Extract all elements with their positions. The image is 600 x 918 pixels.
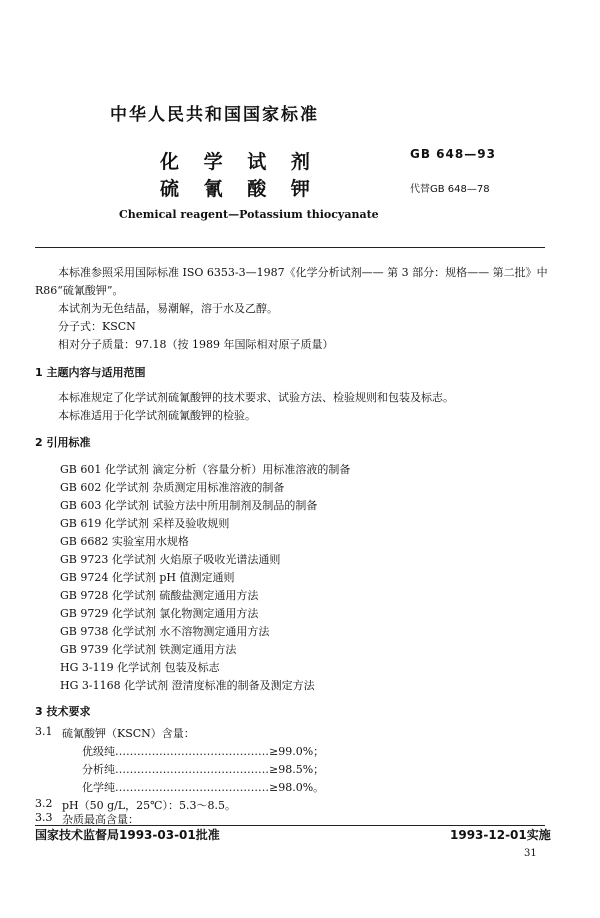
approval-date: 国家技术监督局1993-03-01批准 [35, 828, 220, 842]
section3-heading: 3 技术要求 [35, 705, 91, 718]
section1-para1: 本标准规定了化学试剂硫氰酸钾的技术要求、试验方法、检验规则和包装及标志。 [58, 391, 454, 404]
reference-item: HG 3-119 化学试剂 包装及标志 [60, 661, 220, 674]
reference-item: GB 603 化学试剂 试验方法中所用制剂及制品的制备 [60, 499, 318, 512]
reference-item: GB 602 化学试剂 杂质测定用标准溶液的制备 [60, 481, 285, 494]
title-cn-line1: 化 学 试 剂 [160, 151, 319, 173]
header-rule [35, 247, 545, 248]
reference-item: GB 9728 化学试剂 硫酸盐测定通用方法 [60, 589, 259, 602]
item-3-3-number: 3.3 [35, 811, 53, 824]
item-3-1-number: 3.1 [35, 725, 53, 738]
implementation-date: 1993-12-01实施 [450, 828, 551, 842]
reference-item: GB 9739 化学试剂 铁测定通用方法 [60, 643, 237, 656]
grade-line: 化学纯……………………………………≥98.0%。 [82, 781, 325, 794]
intro-formula: 分子式：KSCN [58, 320, 136, 333]
title-en: Chemical reagent—Potassium thiocyanate [119, 208, 379, 221]
item-3-1-text: 硫氰酸钾（KSCN）含量： [62, 727, 195, 740]
reference-item: GB 9738 化学试剂 水不溶物测定通用方法 [60, 625, 270, 638]
reference-item: GB 601 化学试剂 滴定分析（容量分析）用标准溶液的制备 [60, 463, 351, 476]
item-3-3-text: 杂质最高含量： [62, 813, 139, 826]
reference-item: GB 619 化学试剂 采样及验收规则 [60, 517, 230, 530]
section1-para2: 本标准适用于化学试剂硫氰酸钾的检验。 [58, 409, 256, 422]
reference-item: GB 6682 实验室用水规格 [60, 535, 189, 548]
reference-item: GB 9724 化学试剂 pH 值测定通则 [60, 571, 235, 584]
reference-item: HG 3-1168 化学试剂 澄清度标准的制备及测定方法 [60, 679, 315, 692]
intro-para1-line2: R86“硫氰酸钾”。 [35, 284, 124, 297]
item-3-2-text: pH（50 g/L，25℃）：5.3～8.5。 [62, 799, 236, 812]
section2-heading: 2 引用标准 [35, 436, 91, 449]
issuing-authority: 中华人民共和国国家标准 [110, 105, 319, 125]
intro-para1-line1: 本标准参照采用国际标准 ISO 6353-3—1987《化学分析试剂—— 第 3 部分：规格—— 第二批》中 [58, 266, 548, 279]
replaces-standard: 代替GB 648—78 [410, 184, 490, 195]
intro-molecular-mass: 相对分子质量：97.18（按 1989 年国际相对原子质量） [58, 338, 334, 351]
standard-number: GB 648—93 [410, 147, 496, 161]
grade-line: 优级纯……………………………………≥99.0%； [82, 745, 325, 758]
reference-item: GB 9723 化学试剂 火焰原子吸收光谱法通则 [60, 553, 281, 566]
title-cn-line2: 硫 氰 酸 钾 [160, 178, 319, 200]
intro-para2: 本试剂为无色结晶，易潮解，溶于水及乙醇。 [58, 302, 278, 315]
grade-line: 分析纯……………………………………≥98.5%； [82, 763, 325, 776]
section1-heading: 1 主题内容与适用范围 [35, 366, 146, 379]
page-number: 31 [524, 848, 537, 859]
reference-item: GB 9729 化学试剂 氯化物测定通用方法 [60, 607, 259, 620]
item-3-2-number: 3.2 [35, 797, 53, 810]
